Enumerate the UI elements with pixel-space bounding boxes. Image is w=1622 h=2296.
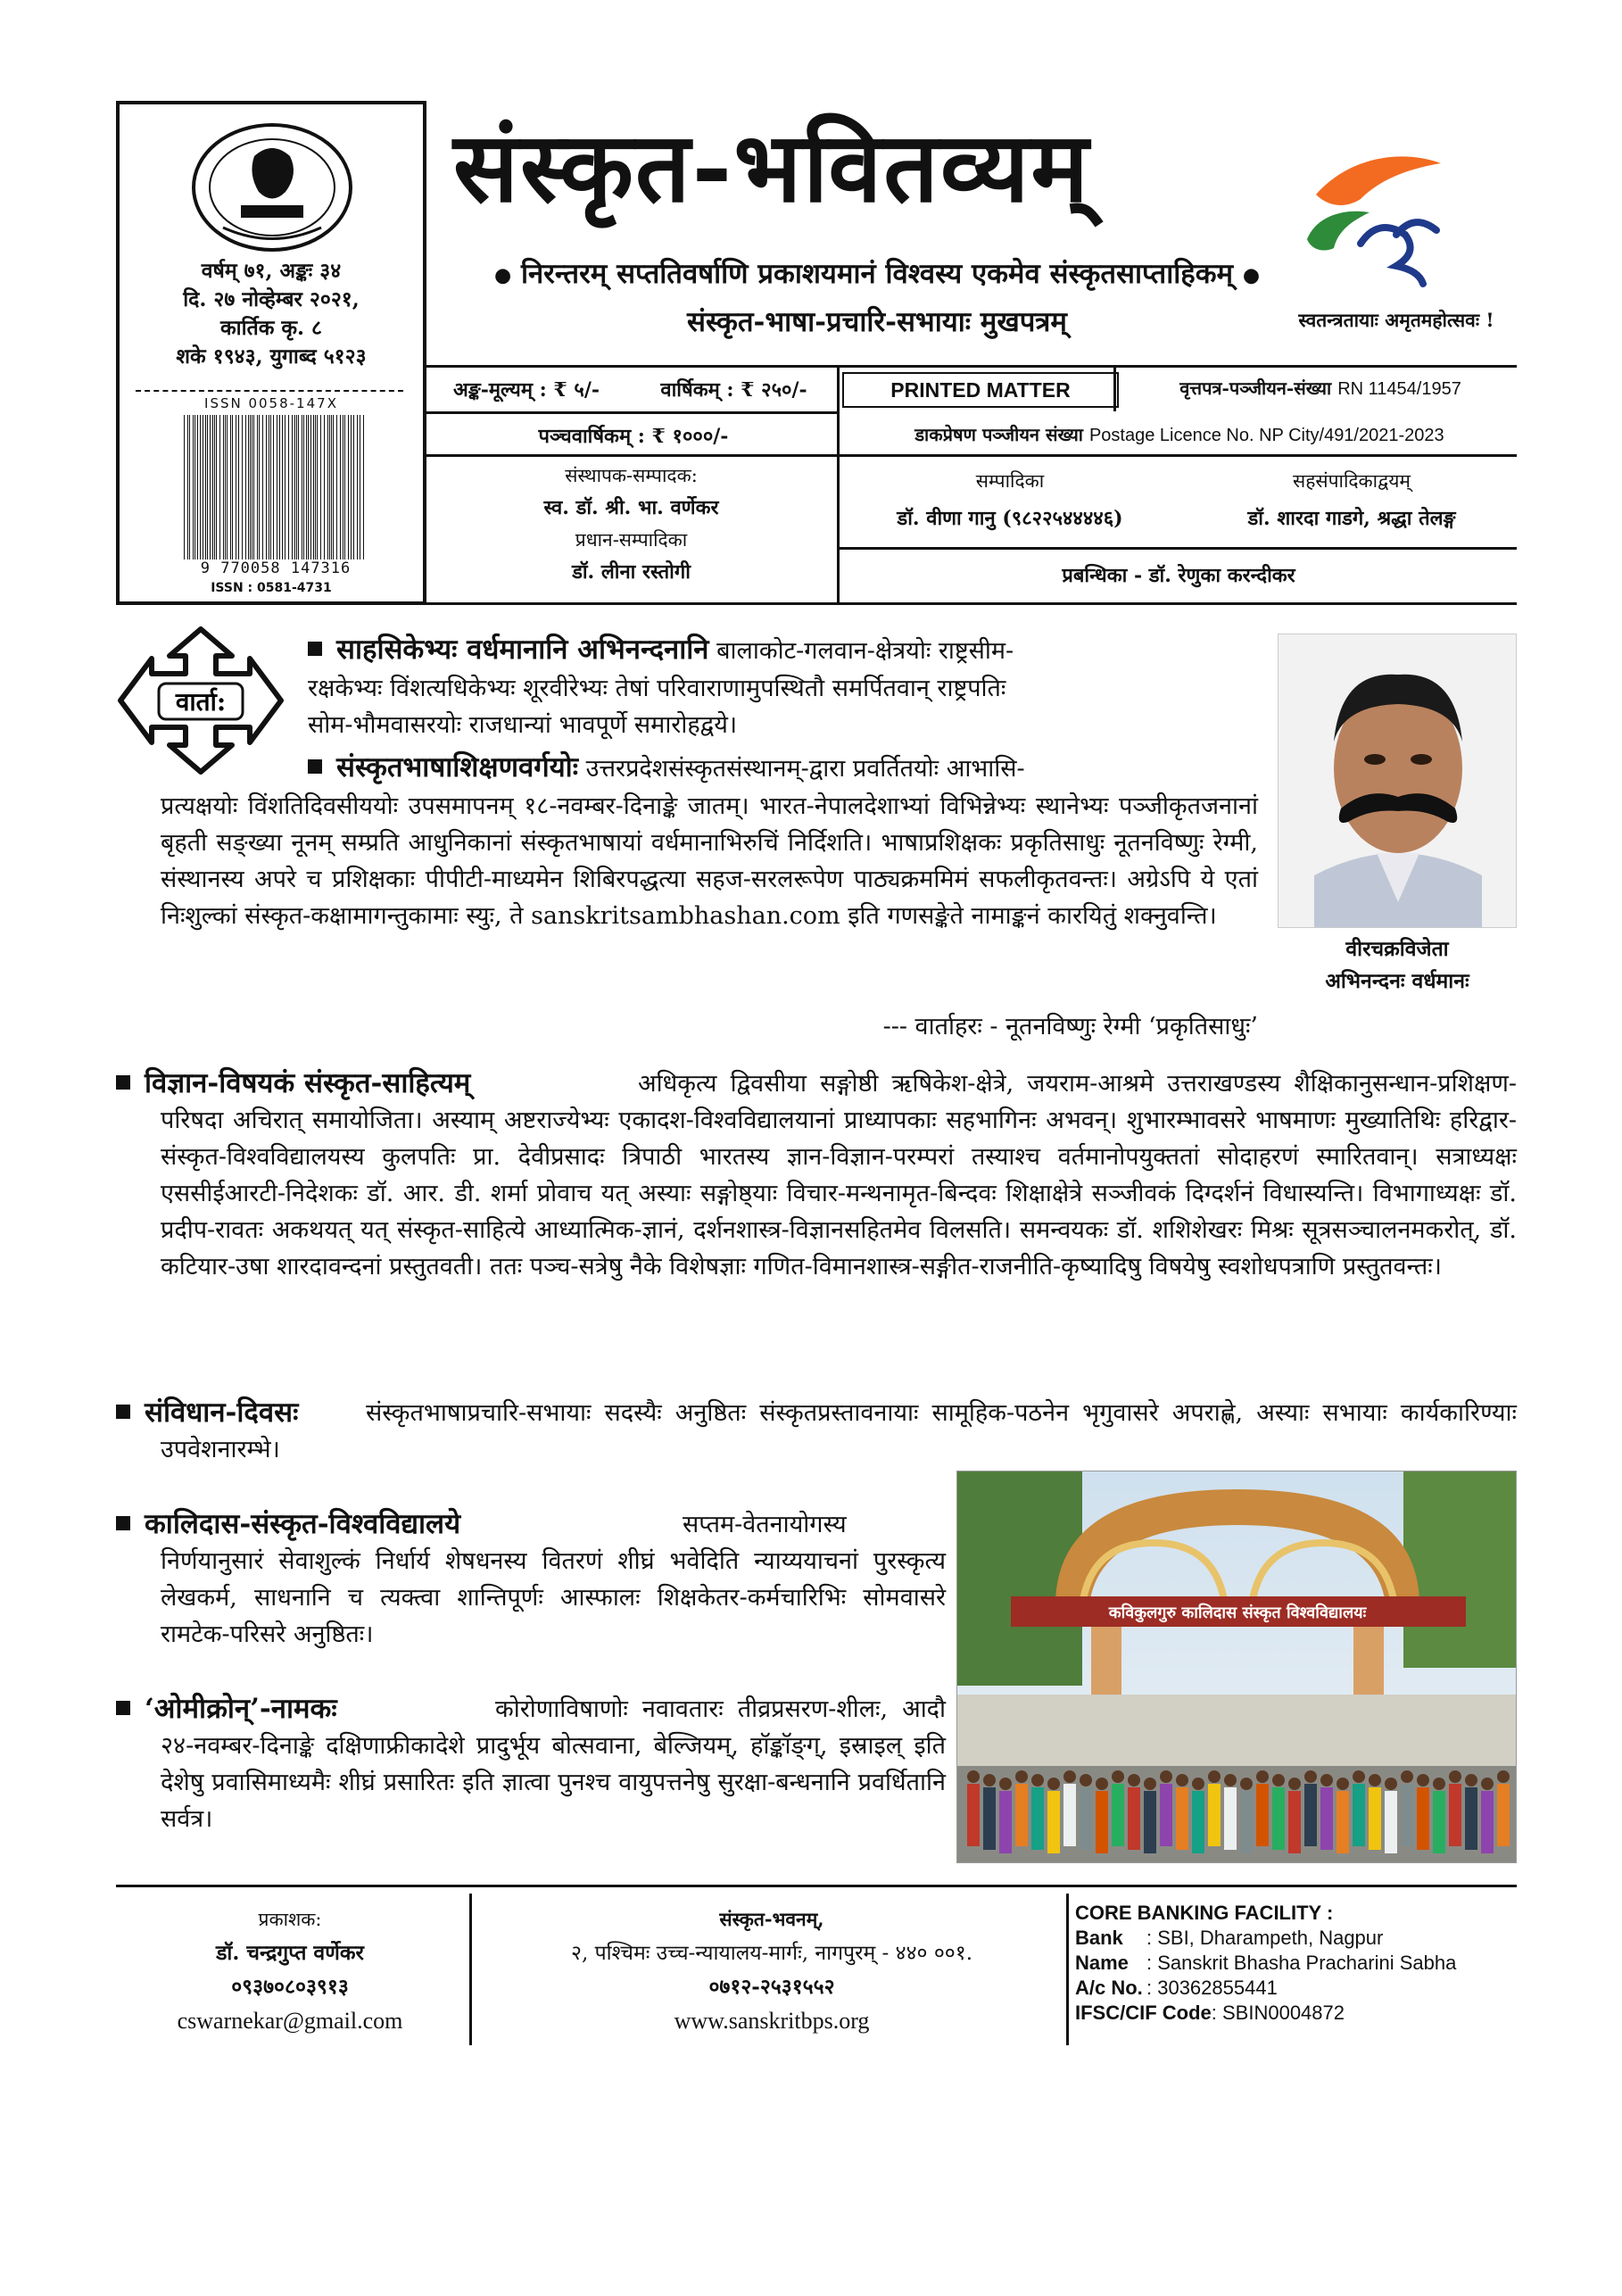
publisher-email[interactable]: cswarnekar@gmail.com	[177, 2008, 403, 2034]
photo-1-caption	[1267, 933, 1527, 998]
chief-editor-label: प्रधान-सम्पादिका	[575, 529, 688, 551]
person-head	[1433, 1778, 1445, 1790]
person-head	[1449, 1770, 1461, 1783]
barcode-bar	[357, 415, 358, 559]
news-4-heading: संविधान-दिवसः	[145, 1397, 299, 1429]
news-2-heading: संस्कृतभाषाशिक्षणवर्गयोः	[336, 751, 578, 783]
person-head	[1096, 1778, 1108, 1790]
barcode-bar	[315, 415, 316, 559]
tagline-bullet-left: ●	[493, 263, 512, 287]
news-1-heading: साहसिकेभ्यः वर्धमानानि अभिनन्दनानि	[336, 634, 709, 666]
person-head	[999, 1778, 1012, 1790]
ifsc-value: : SBIN0004872	[1211, 2002, 1345, 2024]
tagline-text: निरन्तरम् सप्ततिवर्षाणि प्रकाशयमानं विश्वस्य एकमेव संस्कृतसाप्ताहिकम्	[520, 258, 1234, 290]
office-website[interactable]: www.sanskritbps.org	[674, 2008, 870, 2034]
name-row	[1075, 1951, 1521, 1976]
barcode-bar	[288, 415, 289, 559]
bullet-icon	[308, 759, 322, 774]
caption-line-2: अभिनन्दनः वर्धमानः	[1325, 969, 1469, 993]
grid-line	[839, 547, 1517, 550]
sabha-seal-logo	[187, 120, 357, 254]
office-column	[477, 1902, 1066, 2038]
barcode-bar	[262, 415, 263, 559]
barcode-bar	[282, 415, 283, 559]
barcode-bar	[214, 415, 215, 559]
person-head	[1385, 1778, 1397, 1790]
news-5-heading: कालिदास-संस्कृत-विश्वविद्यालये	[145, 1508, 461, 1540]
person-head	[967, 1770, 980, 1783]
person-head	[1401, 1770, 1413, 1783]
news-1-line-3: सोम-भौमवासरयोः राजधान्यां भावपूर्णे समारोहद्वये।	[308, 711, 738, 739]
barcode-bar	[308, 415, 309, 559]
news-2-line-1: उत्तरप्रदेशसंस्कृतसंस्थानम्-द्वारा प्रवर्तितयोः आभासि-	[585, 755, 1025, 783]
barcode-bar	[193, 415, 194, 559]
barcode-bar	[292, 415, 293, 559]
tagline-bullet-right: ●	[1242, 263, 1261, 287]
person-figure	[1320, 1787, 1333, 1850]
issue-tithi: कार्तिक कृ. ८	[220, 316, 322, 340]
news-6-heading: ‘ओमीक्रोन्’-नामकः	[145, 1693, 337, 1725]
name-key: Name	[1075, 1952, 1129, 1974]
publisher-label: प्रकाशक:	[258, 1909, 322, 1930]
issn-top: ISSN 0058-147X	[204, 395, 338, 411]
account-value: : 30362855441	[1146, 1977, 1278, 1999]
person-head	[1063, 1770, 1076, 1783]
bullet-icon	[116, 1075, 130, 1090]
manager-name: प्रबन्धिका - डॉ. रेणुका करन्दीकर	[1062, 564, 1295, 587]
barcode-bar	[279, 415, 280, 559]
person-figure	[1015, 1784, 1028, 1846]
barcode-bar	[294, 415, 295, 559]
person-figure	[999, 1791, 1012, 1853]
person-figure	[1047, 1791, 1060, 1853]
barcode-bar	[306, 415, 307, 559]
person-head	[1224, 1774, 1237, 1786]
barcode-bar	[189, 415, 190, 559]
masthead-title: संस्कृत-भवितव्यम्	[453, 112, 1091, 224]
postal-label: डाकप्रेषण पञ्जीयन संख्या	[914, 424, 1083, 445]
wing-commander-photo	[1278, 634, 1517, 928]
news-3-heading: विज्ञान-विषयकं संस्कृत-साहित्यम्	[145, 1067, 471, 1099]
news-4-body: संस्कृतभाषाप्रचारि-सभायाः सदस्यैः अनुष्ठितः संस्कृतप्रस्तावनायाः सामूहिक-पठनेन भृगुवासरे अपराह्णे, अस्याः सभायाः कार्यकारिण्याः उपवेशनारम्भे।	[161, 1399, 1517, 1463]
issue-date: दि. २७ नोव्हेम्बर २०२१,	[183, 287, 360, 311]
coeditors-label: सहसंपादिकाद्वयम्	[1293, 470, 1411, 492]
barcode-bar	[353, 415, 354, 559]
person-figure	[1224, 1787, 1237, 1850]
news-item-1-cont	[308, 670, 1258, 743]
ifsc-key: IFSC/CIF Code	[1075, 2002, 1212, 2024]
grid-line	[426, 411, 837, 414]
person-head	[1160, 1770, 1172, 1783]
bullet-icon	[116, 1405, 130, 1419]
chief-editor-name: डॉ. लीना रस्तोगी	[572, 560, 691, 584]
printed-matter-label: PRINTED MATTER	[842, 372, 1119, 408]
varta-label: वार्ता:	[175, 687, 227, 717]
barcode-bar	[313, 415, 314, 559]
barcode-bar	[232, 415, 233, 559]
university-sign-text: कविकुलगुरु कालिदास संस्कृत विश्वविद्यालयः	[1108, 1604, 1367, 1622]
person-head	[1047, 1778, 1060, 1790]
barcode-bar	[363, 415, 364, 559]
bank-key: Bank	[1075, 1927, 1123, 1949]
account-key: A/c No.	[1075, 1977, 1143, 1999]
varta-news-icon	[116, 625, 286, 776]
barcode-bar	[245, 415, 246, 559]
news-6-body: कोरोणाविषाणोः नवावतारः तीव्रप्रसरण-शीलः, आदौ २४-नवम्बर-दिनाङ्के दक्षिणाफ्रीकादेशे प्रादुर्भूय बोत्सवाना, बेल्जियम्, हॉङ्कॉङ्ग्, इस्राइल् इति देशेषु प्रवासिमाध्यमैः शीघ्रं प्रसारितः इति ज्ञात्वा पुनश्च वायुपत्तनेषु सुरक्षा-बन्धनानि प्रवर्धितानि सर्वत्र।	[161, 1695, 946, 1833]
barcode-bar	[216, 415, 217, 559]
bullet-icon	[116, 1516, 130, 1530]
person-head	[1320, 1774, 1333, 1786]
person-head	[1353, 1770, 1365, 1783]
barcode-digits: 9 770058 147316	[200, 559, 352, 577]
person-head	[1208, 1770, 1221, 1783]
person-figure	[1433, 1791, 1445, 1853]
person-figure	[1160, 1784, 1172, 1846]
issn-bottom: ISSN : 0581-4731	[211, 581, 332, 595]
person-figure	[1240, 1791, 1253, 1853]
rn-label: वृत्तपत्र-पञ्जीयन-संख्या	[1179, 377, 1332, 399]
barcode-bar	[184, 415, 185, 559]
caption-line-1: वीरचक्रविजेता	[1345, 937, 1449, 961]
person-figure	[1256, 1784, 1269, 1846]
barcode-bar	[348, 415, 349, 559]
barcode-bar	[197, 415, 198, 559]
founder-label: संस्थापक-सम्पादक:	[565, 465, 698, 486]
issue-volume: वर्षम् ७१, अङ्कः ३४	[201, 259, 342, 283]
person-head	[1015, 1770, 1028, 1783]
person-figure	[1112, 1784, 1124, 1846]
amrit-mahotsav-logo	[1298, 145, 1450, 288]
annual-price: वार्षिकम् : ₹ २५०/-	[660, 378, 807, 402]
barcode-bar	[230, 415, 231, 559]
person-figure	[1288, 1791, 1301, 1853]
issue-info-box	[116, 101, 426, 605]
publisher-name: डॉ. चन्द्रगुप्त वर्णेकर	[216, 1941, 364, 1965]
five-year-price: पञ्चवार्षिकम् : ₹ १०००/-	[538, 425, 729, 448]
news-item-2-body	[161, 788, 1258, 934]
bullet-icon	[308, 642, 322, 656]
barcode-bar	[248, 415, 249, 559]
news-5-body: सप्तम-वेतनायोगस्य निर्णयानुसारं सेवाशुल्कं निर्धार्य शेषधनस्य वितरणं शीघ्रं भवेदिति न्याय्ययाचनां पुरस्कृत्य लेखकर्म, साधनानि च त्यक्त्वा शान्तिपूर्णः आस्फालः शिक्षकेतर-कर्मचारिभिः सोमवासरे रामटेक-परिसरे अनुष्ठितः।	[161, 1511, 946, 1648]
barcode-bar	[303, 415, 304, 559]
barcode-bar	[212, 415, 213, 559]
bank-value: : SBI, Dharampeth, Nagpur	[1146, 1927, 1384, 1949]
person-head	[1272, 1774, 1285, 1786]
barcode-bar	[242, 415, 243, 559]
founder-name: स्व. डॉ. श्री. भा. वर्णेकर	[543, 496, 719, 519]
person-figure	[1304, 1784, 1317, 1846]
barcode-bar	[324, 415, 325, 559]
issn-barcode	[182, 415, 369, 559]
person-figure	[1465, 1787, 1477, 1850]
person-figure	[1449, 1784, 1461, 1846]
news-2-byline: --- वार्ताहरः - नूतनविष्णुः रेग्मी ‘प्रकृतिसाधुः’	[882, 1013, 1258, 1040]
barcode-bar	[296, 415, 297, 559]
news-1-line-1: बालाकोट-गलवान-क्षेत्रयोः राष्ट्रसीम-	[716, 637, 1014, 665]
barcode-bar	[310, 415, 311, 559]
dashed-divider	[136, 390, 403, 392]
news-item-3-body	[161, 1065, 1517, 1285]
person-head	[1256, 1770, 1269, 1783]
barcode-bar	[238, 415, 239, 559]
footer-divider	[1066, 1894, 1069, 2045]
barcode-bar	[259, 415, 260, 559]
person-figure	[1353, 1784, 1365, 1846]
person-head	[1192, 1778, 1204, 1790]
person-figure	[983, 1787, 996, 1850]
ifsc-row	[1075, 2001, 1521, 2026]
publisher-column	[116, 1902, 464, 2038]
barcode-bar	[336, 415, 337, 559]
person-figure	[1336, 1791, 1349, 1853]
person-head	[1288, 1778, 1301, 1790]
news-item-2	[308, 750, 1258, 787]
footer-divider	[469, 1894, 472, 2045]
rn-value: RN 11454/1957	[1337, 379, 1461, 399]
masthead-header	[116, 101, 1517, 605]
barcode-bar	[210, 415, 211, 559]
issue-shaka: शके १९४३, युगाब्द ५१२३	[176, 344, 367, 369]
barcode-bar	[344, 415, 345, 559]
issue-price: अङ्क-मूल्यम् : ₹ ५/-	[452, 378, 600, 402]
postal-licence	[842, 422, 1517, 446]
office-name: संस्कृत-भवनम्,	[719, 1908, 824, 1930]
postal-value: Postage Licence No. NP City/491/2021-2023	[1088, 426, 1444, 445]
masthead-tagline	[426, 254, 1328, 292]
office-phone: ०७१२-२५३१५५२	[708, 1975, 835, 1999]
person-figure	[1096, 1791, 1108, 1853]
person-head	[1497, 1770, 1510, 1783]
barcode-bar	[205, 415, 206, 559]
barcode-bar	[320, 415, 321, 559]
barcode-bar	[331, 415, 332, 559]
masthead-subtitle: संस्कृत-भाषा-प्रचारि-सभायाः मुखपत्रम्	[687, 306, 1067, 338]
person-head	[983, 1774, 996, 1786]
barcode-bar	[219, 415, 220, 559]
bank-details	[1075, 1901, 1521, 2026]
barcode-bar	[257, 415, 258, 559]
barcode-bar	[327, 415, 328, 559]
barcode-bar	[298, 415, 299, 559]
account-row	[1075, 1976, 1521, 2001]
barcode-bar	[329, 415, 330, 559]
person-figure	[1272, 1787, 1285, 1850]
news-item-6-body	[161, 1691, 946, 1837]
person-figure	[1192, 1791, 1204, 1853]
barcode-bar	[270, 415, 271, 559]
university-protest-photo	[956, 1471, 1517, 1863]
person-figure	[1481, 1791, 1494, 1853]
news-3-body: अधिकृत्य द्विवसीया सङ्गोष्ठी ऋषिकेश-क्षेत्रे, जयराम-आश्रमे उत्तराखण्डस्य शैक्षिकानुसन्धान-प्रशिक्षण-परिषदा अचिरात् समायोजिता। अस्याम् अष्टराज्येभ्यः एकादश-विश्वविद्यालयानां प्राध्यापकाः सहभागिनः अभवन्। शुभारम्भावसरे भाषमाणः मुख्यातिथिः हरिद्वार-संस्कृत-विश्वविद्यालयस्य कुलपतिः प्रा. देवीप्रसादः त्रिपाठी भारतस्य ज्ञान-विज्ञान-परम्परां तस्याश्च वर्तमानोपयुक्ततां सोदाहरणं स्मारितवान्। सत्राध्यक्षः एससीईआरटी-निदेशकः डॉ. आर. डी. शर्मा प्रोवाच यत् अस्याः सङ्गोष्ठ्याः विचार-मन्थनामृत-बिन्दवः शिक्षाक्षेत्रे सञ्जीवकं दिग्दर्शनं विधास्यन्ति। विभागाध्यक्षः डॉ. प्रदीप-रावतः अकथयत् यत् संस्कृत-साहित्ये आध्यात्मिक-ज्ञानं, दर्शनशास्त्र-विज्ञानसहितमेव विलसति। समन्वयकः डॉ. शशिशेखरः मिश्रः सूत्रसञ्चालनमकरोत्, डॉ. कटियार-उषा शारदावन्दनां प्रस्तुतवती। ततः पञ्च-सत्रेषु नैके विशेषज्ञाः गणित-विमानशास्त्र-सङ्गीत-राजनीति-कृष्यादिषु विषयेषु स्वशोधपत्राणि प्रस्तुतवन्तः।	[161, 1070, 1517, 1281]
news-2-body: प्रत्यक्षयोः विंशतिदिवसीययोः उपसमापनम् १८-नवम्बर-दिनाङ्के जातम्। भारत-नेपालदेशाभ्यां विभिन्नेभ्यः स्थानेभ्यः पञ्जीकृतजनानां बृहती सङ्ख्या नूनम् सम्प्रति आधुनिकानां संस्कृतभाषायां वर्धमानाभिरुचिं निर्दिशति। भाषाप्रशिक्षकः प्रकृतिसाधुः नूतनविष्णुः रेग्मी, संस्थानस्य अपरे च प्रशिक्षकाः पीपीटी-माध्यमेन शिबिरपद्धत्या सहज-सरलरूपेण पाठ्यक्रममिमं सफलीकृतवन्तः। अग्रेऽपि ये एतां निःशुल्कां संस्कृत-कक्षामागन्तुकामाः स्युः, ते sanskritsambhashan.com इति गणसङ्केते नामाङ्कनं कारयितुं शक्नुवन्ति।	[161, 792, 1258, 930]
footer-rule	[116, 1885, 1517, 1887]
publisher-phone: ०९३७०८०३९१३	[231, 1975, 349, 1999]
person-figure	[1176, 1787, 1188, 1850]
barcode-bar	[317, 415, 318, 559]
barcode-bar	[273, 415, 274, 559]
university-gate-image	[957, 1471, 1517, 1863]
amrit-mahotsav-text: स्वतन्त्रतायाः अमृतमहोत्सवः !	[1298, 309, 1494, 331]
name-value: : Sanskrit Bhasha Pracharini Sabha	[1146, 1952, 1457, 1974]
person-head	[1112, 1770, 1124, 1783]
person-figure	[1369, 1787, 1381, 1850]
bank-title: CORE BANKING FACILITY :	[1075, 1902, 1334, 1924]
editor-label: सम्पादिका	[975, 470, 1045, 492]
person-figure	[1031, 1787, 1044, 1850]
news-item-4-body	[161, 1395, 1517, 1468]
person-figure	[1128, 1787, 1140, 1850]
barcode-bar	[333, 415, 334, 559]
person-head	[1417, 1774, 1429, 1786]
person-figure	[967, 1784, 980, 1846]
person-head	[1304, 1770, 1317, 1783]
person-figure	[1497, 1784, 1510, 1846]
person-head	[1465, 1774, 1477, 1786]
barcode-bar	[223, 415, 224, 559]
bank-row	[1075, 1926, 1521, 1951]
barcode-bar	[266, 415, 267, 559]
news-1-line-2: रक्षकेभ्यः विंशत्यधिकेभ्यः शूरवीरेभ्यः तेषां परिवाराणामुपस्थितौ समर्पितवान् राष्ट्रपतिः	[308, 675, 1006, 702]
rn-registration	[1124, 376, 1517, 400]
barcode-bar	[225, 415, 226, 559]
barcode-bar	[227, 415, 228, 559]
grid-line	[426, 602, 1517, 605]
grid-line	[426, 365, 1517, 368]
portrait-image	[1279, 634, 1517, 928]
barcode-bar	[351, 415, 352, 559]
barcode-bar	[207, 415, 208, 559]
news-item-5-body	[161, 1506, 946, 1653]
barcode-bar	[200, 415, 201, 559]
office-address: २, पश्चिमः उच्च-न्यायालय-मार्गः, नागपुरम् - ४४० ००१.	[570, 1942, 973, 1965]
barcode-bar	[253, 415, 254, 559]
editor-name: डॉ. वीणा गानु (९८२२५४४४४६)	[897, 507, 1123, 530]
person-figure	[1208, 1784, 1221, 1846]
barcode-bar	[340, 415, 341, 559]
person-head	[1336, 1778, 1349, 1790]
person-figure	[1144, 1791, 1156, 1853]
person-figure	[1401, 1784, 1413, 1846]
person-head	[1080, 1774, 1092, 1786]
person-figure	[1063, 1784, 1076, 1846]
barcode-bar	[187, 415, 188, 559]
person-head	[1031, 1774, 1044, 1786]
news-item-1	[308, 632, 1258, 669]
person-figure	[1417, 1787, 1429, 1850]
barcode-bar	[285, 415, 286, 559]
grid-line	[426, 454, 1517, 457]
bullet-icon	[116, 1701, 130, 1715]
coeditors-names: डॉ. शारदा गाडगे, श्रद्धा तेलङ्ग	[1247, 507, 1456, 530]
person-head	[1128, 1774, 1140, 1786]
person-head	[1176, 1774, 1188, 1786]
person-head	[1240, 1778, 1253, 1790]
person-head	[1481, 1778, 1494, 1790]
barcode-bar	[250, 415, 251, 559]
barcode-bar	[194, 415, 195, 559]
person-head	[1369, 1774, 1381, 1786]
person-figure	[1080, 1787, 1092, 1850]
grid-line	[837, 365, 840, 605]
person-figure	[1385, 1791, 1397, 1853]
person-head	[1144, 1778, 1156, 1790]
